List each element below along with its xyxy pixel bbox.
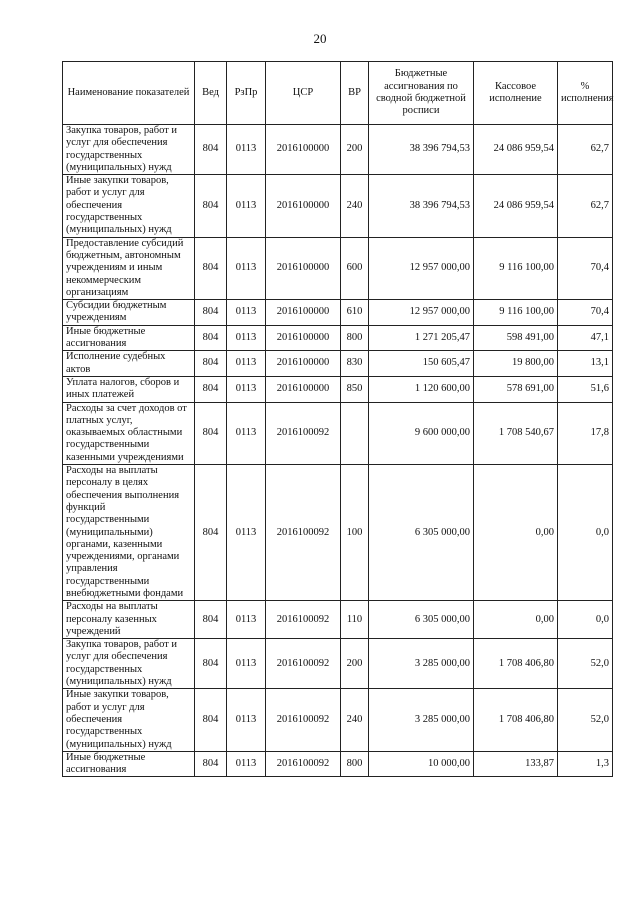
row-ved: 804: [195, 465, 227, 601]
row-percent: 62,7: [558, 125, 613, 175]
table-row: [63, 376, 613, 402]
table-row: [63, 351, 613, 377]
row-name: Расходы на выплаты персоналу в целях обеспечения выполнения функций государственными (муниципальными) органами, казенными учреждениями, органами управления государственными внебюджетными фондами: [63, 465, 195, 601]
row-cash-execution: 1 708 406,80: [474, 689, 558, 751]
row-cash-execution: 1 708 406,80: [474, 639, 558, 689]
header-rzpr: РзПр: [227, 62, 266, 125]
budget-execution-table: [62, 61, 613, 777]
row-percent: 51,6: [558, 376, 613, 402]
row-rzpr: 0113: [227, 300, 266, 326]
row-csr: 2016100092: [266, 751, 341, 777]
row-assignments: 6 305 000,00: [369, 465, 474, 601]
row-cash-execution: 9 116 100,00: [474, 300, 558, 326]
row-ved: 804: [195, 376, 227, 402]
row-name: Исполнение судебных актов: [63, 351, 195, 377]
row-csr: 2016100092: [266, 402, 341, 464]
row-ved: 804: [195, 601, 227, 639]
row-assignments: 150 605,47: [369, 351, 474, 377]
row-vr: 100: [341, 465, 369, 601]
row-percent: 62,7: [558, 175, 613, 237]
row-csr: 2016100000: [266, 325, 341, 351]
header-cash-execution: Кассовое исполнение: [474, 62, 558, 125]
row-ved: 804: [195, 125, 227, 175]
row-rzpr: 0113: [227, 751, 266, 777]
row-ved: 804: [195, 751, 227, 777]
row-assignments: 12 957 000,00: [369, 300, 474, 326]
row-percent: 0,0: [558, 601, 613, 639]
row-csr: 2016100092: [266, 689, 341, 751]
row-percent: 17,8: [558, 402, 613, 464]
row-percent: 13,1: [558, 351, 613, 377]
row-percent: 52,0: [558, 639, 613, 689]
row-name: Уплата налогов, сборов и иных платежей: [63, 376, 195, 402]
row-assignments: 6 305 000,00: [369, 601, 474, 639]
row-csr: 2016100000: [266, 376, 341, 402]
row-name: Закупка товаров, работ и услуг для обеспечения государственных (муниципальных) нужд: [63, 639, 195, 689]
table-row: [63, 300, 613, 326]
row-vr: 200: [341, 639, 369, 689]
table-row: [63, 325, 613, 351]
header-percent: % исполнения: [558, 62, 613, 125]
row-name: Иные бюджетные ассигнования: [63, 751, 195, 777]
row-assignments: 12 957 000,00: [369, 237, 474, 299]
row-rzpr: 0113: [227, 351, 266, 377]
row-cash-execution: 9 116 100,00: [474, 237, 558, 299]
row-vr: 240: [341, 689, 369, 751]
row-name: Расходы на выплаты персоналу казенных учреждений: [63, 601, 195, 639]
row-csr: 2016100092: [266, 465, 341, 601]
row-percent: 52,0: [558, 689, 613, 751]
row-vr: 800: [341, 325, 369, 351]
row-rzpr: 0113: [227, 175, 266, 237]
row-name: Иные закупки товаров, работ и услуг для обеспечения государственных (муниципальных) нужд: [63, 175, 195, 237]
row-cash-execution: 578 691,00: [474, 376, 558, 402]
table-row: [63, 751, 613, 777]
row-vr: 200: [341, 125, 369, 175]
row-cash-execution: 19 800,00: [474, 351, 558, 377]
row-csr: 2016100092: [266, 601, 341, 639]
row-assignments: 10 000,00: [369, 751, 474, 777]
row-cash-execution: 0,00: [474, 465, 558, 601]
row-vr: 600: [341, 237, 369, 299]
row-csr: 2016100000: [266, 237, 341, 299]
row-assignments: 3 285 000,00: [369, 639, 474, 689]
header-name: Наименование показателей: [63, 62, 195, 125]
row-name: Субсидии бюджетным учреждениям: [63, 300, 195, 326]
row-csr: 2016100000: [266, 125, 341, 175]
header-ved: Вед: [195, 62, 227, 125]
row-cash-execution: 0,00: [474, 601, 558, 639]
row-percent: 70,4: [558, 237, 613, 299]
row-cash-execution: 133,87: [474, 751, 558, 777]
table-header-row: [63, 62, 613, 125]
row-rzpr: 0113: [227, 639, 266, 689]
row-assignments: 3 285 000,00: [369, 689, 474, 751]
row-cash-execution: 1 708 540,67: [474, 402, 558, 464]
row-assignments: 1 271 205,47: [369, 325, 474, 351]
row-rzpr: 0113: [227, 689, 266, 751]
row-ved: 804: [195, 402, 227, 464]
row-vr: 850: [341, 376, 369, 402]
row-vr: 800: [341, 751, 369, 777]
header-vr: ВР: [341, 62, 369, 125]
table-row: [63, 689, 613, 751]
row-percent: 47,1: [558, 325, 613, 351]
table-row: [63, 125, 613, 175]
row-ved: 804: [195, 237, 227, 299]
row-percent: 1,3: [558, 751, 613, 777]
row-rzpr: 0113: [227, 237, 266, 299]
row-csr: 2016100000: [266, 300, 341, 326]
row-assignments: 38 396 794,53: [369, 125, 474, 175]
row-cash-execution: 24 086 959,54: [474, 125, 558, 175]
row-cash-execution: 24 086 959,54: [474, 175, 558, 237]
row-cash-execution: 598 491,00: [474, 325, 558, 351]
table-row: [63, 237, 613, 299]
row-vr: 240: [341, 175, 369, 237]
row-ved: 804: [195, 689, 227, 751]
page-number: 20: [313, 31, 327, 46]
table-row: [63, 175, 613, 237]
row-percent: 70,4: [558, 300, 613, 326]
row-csr: 2016100000: [266, 175, 341, 237]
row-ved: 804: [195, 639, 227, 689]
row-rzpr: 0113: [227, 325, 266, 351]
row-csr: 2016100092: [266, 639, 341, 689]
header-assignments: Бюджетные ассигнования по сводной бюджетной росписи: [369, 62, 474, 125]
table-row: [63, 402, 613, 464]
row-ved: 804: [195, 351, 227, 377]
row-rzpr: 0113: [227, 601, 266, 639]
row-rzpr: 0113: [227, 125, 266, 175]
table-row: [63, 465, 613, 601]
row-ved: 804: [195, 300, 227, 326]
row-vr: 110: [341, 601, 369, 639]
table-row: [63, 601, 613, 639]
row-ved: 804: [195, 325, 227, 351]
row-vr: 830: [341, 351, 369, 377]
row-assignments: 1 120 600,00: [369, 376, 474, 402]
row-ved: 804: [195, 175, 227, 237]
row-rzpr: 0113: [227, 465, 266, 601]
row-vr: 610: [341, 300, 369, 326]
row-name: Расходы за счет доходов от платных услуг, оказываемых областными государственными казенными учреждениями: [63, 402, 195, 464]
row-rzpr: 0113: [227, 402, 266, 464]
row-assignments: 38 396 794,53: [369, 175, 474, 237]
row-name: Иные закупки товаров, работ и услуг для обеспечения государственных (муниципальных) нужд: [63, 689, 195, 751]
row-name: Предоставление субсидий бюджетным, автономным учреждениям и иным некоммерческим организациям: [63, 237, 195, 299]
row-rzpr: 0113: [227, 376, 266, 402]
row-csr: 2016100000: [266, 351, 341, 377]
header-csr: ЦСР: [266, 62, 341, 125]
row-name: Иные бюджетные ассигнования: [63, 325, 195, 351]
row-assignments: 9 600 000,00: [369, 402, 474, 464]
row-vr: [341, 402, 369, 464]
row-percent: 0,0: [558, 465, 613, 601]
table-row: [63, 639, 613, 689]
row-name: Закупка товаров, работ и услуг для обеспечения государственных (муниципальных) нужд: [63, 125, 195, 175]
